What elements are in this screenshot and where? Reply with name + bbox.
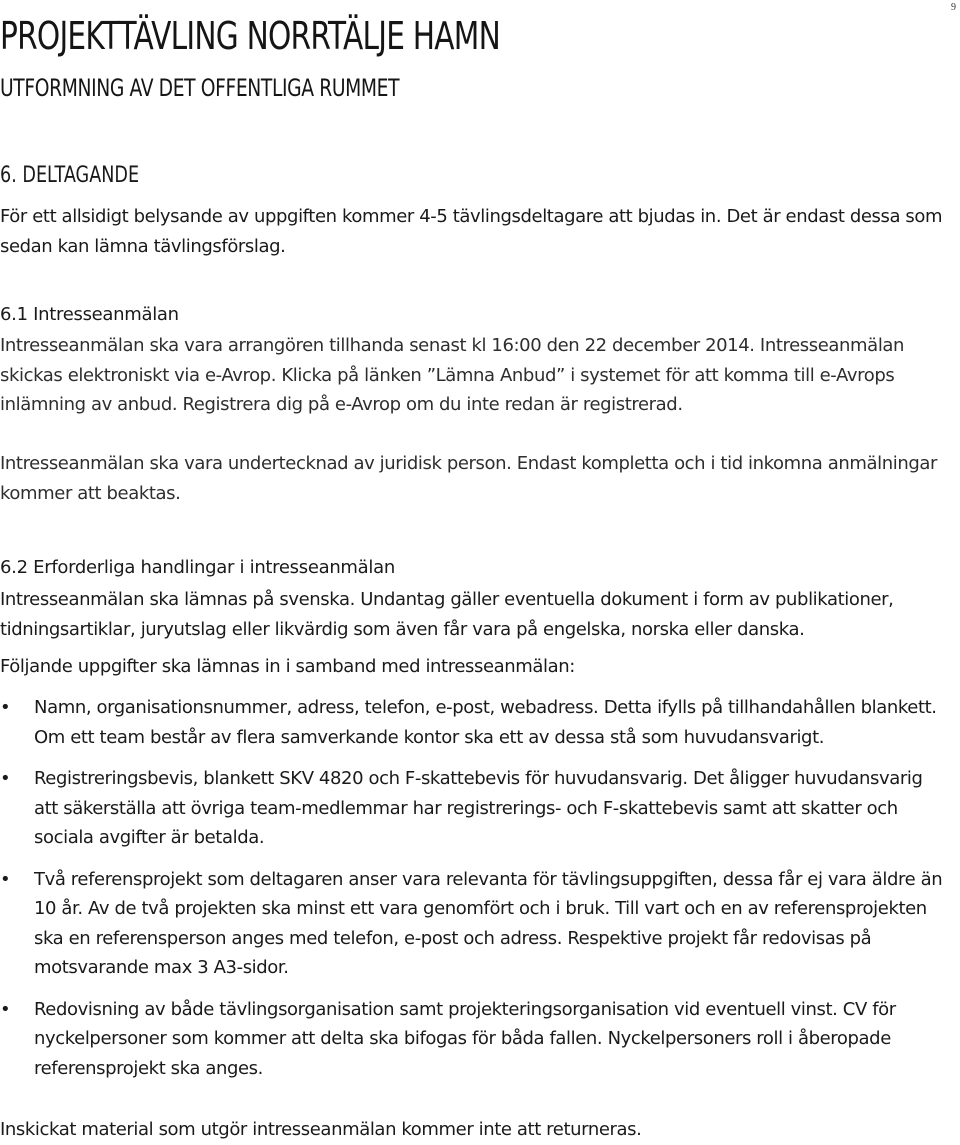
list-item-text: Registreringsbevis, blankett SKV 4820 och F-skattebevis för huvudansvarig. Det åligger huvudansvarig att säkerställa att övriga team-medlemmar har registrerings- och F-skattebevis samt att skatter och sociala avgifter är betalda. — [34, 768, 923, 848]
subheading-erforderliga-handlingar: 6.2 Erforderliga handlingar i intresseanmälan — [0, 557, 395, 578]
list-item — [0, 865, 945, 983]
documents-paragraph-1: Intresseanmälan ska lämnas på svenska. Undantag gäller eventuella dokument i form av publikationer, tidningsartiklar, juryutslag eller likvärdig som även får vara på engelska, norska eller danska. — [0, 589, 894, 640]
bullet-icon: • — [0, 868, 11, 890]
list-item — [0, 764, 945, 853]
bullet-icon: • — [0, 697, 11, 718]
section-heading-deltagande: 6. DELTAGANDE — [0, 163, 140, 188]
list-item — [0, 693, 945, 752]
closing-note: Inskickat material som utgör intresseanmälan kommer inte att returneras. — [0, 1119, 642, 1140]
requirements-list — [0, 693, 945, 1095]
document-subtitle: UTFORMNING AV DET OFFENTLIGA RUMMET — [0, 74, 400, 102]
section-intro: För ett allsidigt belysande av uppgiften kommer 4-5 tävlingsdeltagare att bjudas in. Det är endast dessa som sedan kan lämna tävlingsförslag. — [0, 206, 943, 257]
list-item-text: Namn, organisationsnummer, adress, telefon, e-post, webadress. Detta ifylls på tillhandahållen blankett. Om ett team består av flera samverkande kontor ska ett av dessa stå som huvudansvarigt. — [34, 697, 937, 748]
bullet-icon: • — [0, 998, 11, 1020]
interest-paragraph-2: Intresseanmälan ska vara undertecknad av juridisk person. Endast kompletta och i tid inkomna anmälningar kommer att beaktas. — [0, 453, 938, 504]
bullet-icon: • — [0, 768, 11, 789]
list-item-text: Två referensprojekt som deltagaren anser vara relevanta för tävlingsuppgiften, dessa får ej vara äldre än 10 år. Av de två projekten ska minst ett vara genomfört och i bruk. Till vart och en av referensprojekten ska en referensperson anges med telefon, e-post och adress. Respektive projekt får redovisas på motsvarande max 3 A3-sidor. — [34, 868, 943, 978]
list-item-text: Redovisning av både tävlingsorganisation samt projekteringsorganisation vid eventuell vinst. CV för nyckelpersoner som kommer att delta ska bifogas för båda fallen. Nyckelpersoners roll i åberopade referensprojekt ska anges. — [34, 998, 896, 1079]
document-title: PROJEKTTÄVLING NORRTÄLJE HAMN — [0, 14, 500, 58]
subheading-intresseanmalan: 6.1 Intresseanmälan — [0, 304, 179, 325]
interest-paragraph-1: Intresseanmälan ska vara arrangören tillhanda senast kl 16:00 den 22 december 2014. Intresseanmälan skickas elektroniskt via e-Avrop. Klicka på länken ”Lämna Anbud” i systemet för att komma till e-Avrops inlämning av anbud. Registrera dig på e-Avrop om du inte redan är registrerad. — [0, 335, 905, 415]
documents-paragraph-2: Följande uppgifter ska lämnas in i samband med intresseanmälan: — [0, 656, 575, 677]
page-number: 9 — [951, 2, 956, 13]
list-item — [0, 995, 945, 1084]
